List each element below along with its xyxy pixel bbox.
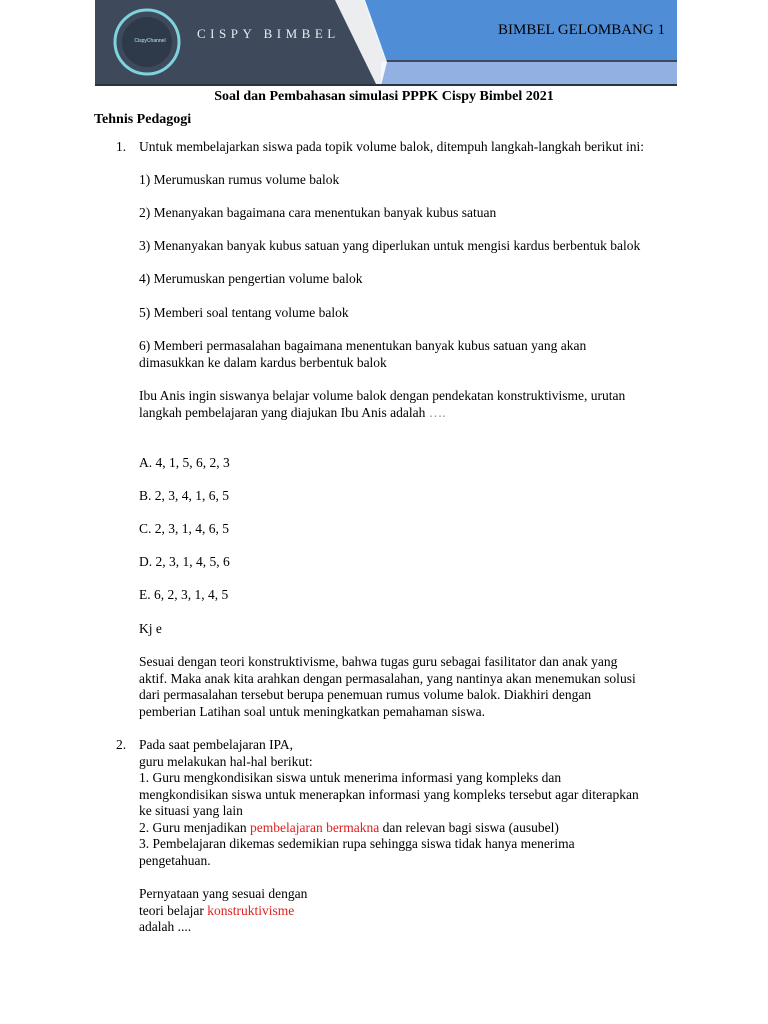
question-text-main: langkah pembelajaran yang diajukan Ibu Anis adalah xyxy=(139,405,426,420)
q2-line: Pada saat pembelajaran IPA, xyxy=(139,737,293,752)
question-number: 1. xyxy=(116,139,127,154)
logo-text: CispyChannel xyxy=(134,38,166,44)
q2-text: teori belajar xyxy=(139,903,208,918)
brand-name: CISPY BIMBEL xyxy=(197,26,340,41)
answer-key: Kj e xyxy=(139,621,162,636)
step-item: 2) Menanyakan bagaimana cara menentukan banyak kubus satuan xyxy=(139,205,497,220)
document-title: Soal dan Pembahasan simulasi PPPK Cispy Bimbel 2021 xyxy=(214,89,554,104)
step-item: 5) Memberi soal tentang volume balok xyxy=(139,305,349,320)
answer-option-a: A. 4, 1, 5, 6, 2, 3 xyxy=(139,455,230,470)
step-item: 3) Menanyakan banyak kubus satuan yang diperlukan untuk mengisi kardus berbentuk balok xyxy=(139,238,641,253)
explanation-line: aktif. Maka anak kita arahkan dengan permasalahan, yang nantinya akan menemukan solusi xyxy=(139,671,636,686)
q2-line: ke situasi yang lain xyxy=(139,803,243,818)
step-item-continuation: dimasukkan ke dalam kardus berbentuk balok xyxy=(139,355,387,370)
question-text xyxy=(139,405,446,422)
answer-option-b: B. 2, 3, 4, 1, 6, 5 xyxy=(139,488,230,503)
answer-option-c: C. 2, 3, 1, 4, 6, 5 xyxy=(139,521,230,536)
question-stem: Untuk membelajarkan siswa pada topik volume balok, ditempuh langkah-langkah berikut ini: xyxy=(139,139,645,154)
q2-line: Pernyataan yang sesuai dengan xyxy=(139,886,308,901)
banner-light-panel xyxy=(381,62,677,86)
answer-option-d: D. 2, 3, 1, 4, 5, 6 xyxy=(139,554,230,569)
q2-line: adalah .... xyxy=(139,919,192,934)
step-item: 6) Memberi permasalahan bagaimana menentukan banyak kubus satuan yang akan xyxy=(139,338,587,353)
question-text: Ibu Anis ingin siswanya belajar volume balok dengan pendekatan konstruktivisme, urutan xyxy=(139,388,626,403)
header-banner xyxy=(95,0,677,86)
step-item: 4) Merumuskan pengertian volume balok xyxy=(139,271,363,286)
question-number: 2. xyxy=(116,737,127,752)
explanation-line: dari permasalahan tersebut berupa penemuan rumus volume balok. Diakhiri dengan xyxy=(139,687,592,702)
q2-line: mengkondisikan siswa untuk menerapkan informasi yang kompleks tersebut agar diterapkan xyxy=(139,787,639,802)
banner-title: BIMBEL GELOMBANG 1 xyxy=(498,22,665,38)
step-item: 1) Merumuskan rumus volume balok xyxy=(139,172,340,187)
q2-line: guru melakukan hal-hal berikut: xyxy=(139,754,313,769)
q2-text: dan relevan bagi siswa (ausubel) xyxy=(379,820,559,835)
q2-line: pengetahuan. xyxy=(139,853,211,868)
explanation-line: Sesuai dengan teori konstruktivisme, bahwa tugas guru sebagai fasilitator dan anak yang xyxy=(139,654,618,669)
highlighted-term: pembelajaran bermakna xyxy=(249,820,380,835)
q2-line: 1. Guru mengkondisikan siswa untuk menerima informasi yang kompleks dan xyxy=(139,770,562,785)
q2-line xyxy=(139,903,294,920)
section-heading: Tehnis Pedagogi xyxy=(94,112,192,127)
banner-graphic xyxy=(95,0,677,86)
question-dots: …. xyxy=(428,405,446,420)
q2-line xyxy=(139,820,559,837)
q2-line: 3. Pembelajaran dikemas sedemikian rupa sehingga siswa tidak hanya menerima xyxy=(139,836,575,851)
explanation-line: pemberian Latihan soal untuk meningkatkan pemahaman siswa. xyxy=(139,704,486,719)
highlighted-term: konstruktivisme xyxy=(207,903,295,918)
q2-text: 2. Guru menjadikan xyxy=(139,820,250,835)
answer-option-e: E. 6, 2, 3, 1, 4, 5 xyxy=(139,587,229,602)
